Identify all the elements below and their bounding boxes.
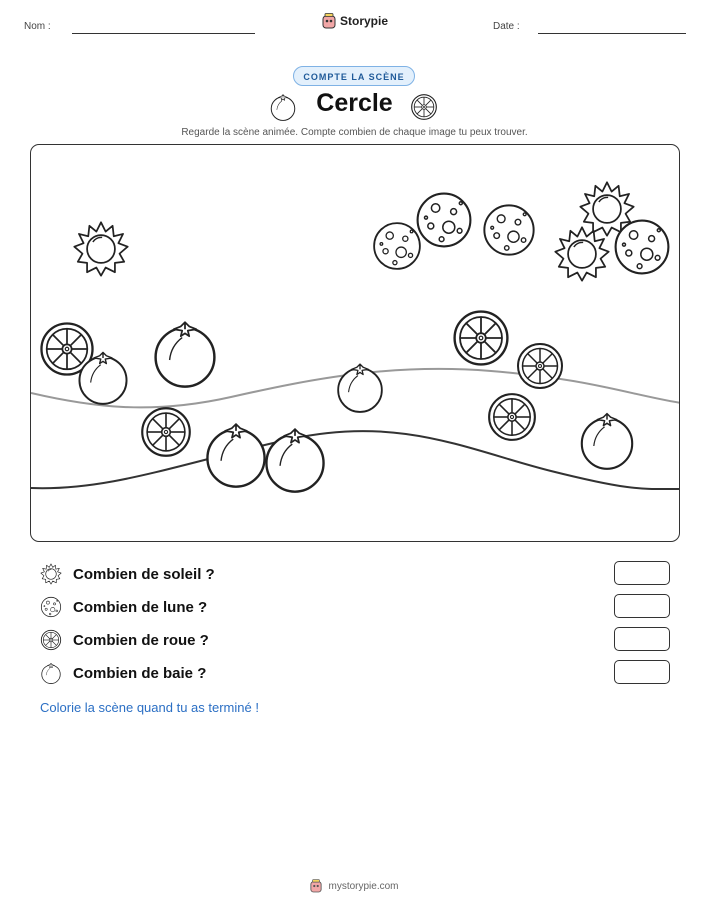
footer (0, 879, 709, 893)
question-row-moon (40, 594, 670, 620)
question-row-sun (40, 561, 670, 587)
moon-icon (40, 596, 62, 618)
name-label: Nom : (24, 21, 51, 32)
date-label: Date : (493, 21, 520, 32)
question-row-wheel (40, 627, 670, 653)
question-label: Combien de baie ? (73, 664, 207, 682)
wheel-icon (142, 408, 190, 456)
date-line[interactable] (538, 33, 686, 34)
coloring-note: Colorie la scène quand tu as terminé ! (40, 700, 259, 715)
brand (322, 13, 388, 29)
question-label: Combien de roue ? (73, 631, 209, 649)
wheel-icon (40, 629, 62, 651)
name-line[interactable] (72, 33, 255, 34)
moon-icon (418, 194, 471, 247)
question-row-tomato (40, 660, 670, 686)
brand-name: Storypie (340, 14, 389, 28)
storypie-logo-icon (322, 13, 336, 29)
answer-box-tomato[interactable] (614, 660, 670, 684)
tomato-icon (266, 429, 323, 492)
wheel-icon (489, 394, 535, 440)
page-title: Cercle (316, 89, 393, 117)
badge: COMPTE LA SCÈNE (293, 66, 415, 86)
counting-scene (30, 144, 680, 542)
tomato-icon (582, 414, 632, 469)
moon-icon (374, 223, 420, 269)
moon-icon (616, 221, 669, 274)
tomato-icon (40, 662, 62, 684)
tomato-icon (156, 322, 215, 386)
tomato-icon (207, 424, 264, 487)
wheel-icon (455, 312, 508, 365)
wheel-icon (518, 344, 562, 388)
scene-illustration (31, 145, 680, 542)
storypie-logo-icon (310, 879, 322, 893)
moon-icon (484, 205, 533, 254)
answer-box-sun[interactable] (614, 561, 670, 585)
answer-box-wheel[interactable] (614, 627, 670, 651)
question-label: Combien de soleil ? (73, 565, 215, 583)
wheel-icon (410, 93, 438, 121)
sun-icon (40, 563, 62, 585)
instructions: Regarde la scène animée. Compte combien de chaque image tu peux trouver. (181, 127, 528, 138)
question-label: Combien de lune ? (73, 598, 208, 616)
sun-icon (555, 227, 608, 280)
sun-icon (74, 222, 127, 275)
footer-site[interactable]: mystorypie.com (328, 880, 399, 892)
answer-box-moon[interactable] (614, 594, 670, 618)
